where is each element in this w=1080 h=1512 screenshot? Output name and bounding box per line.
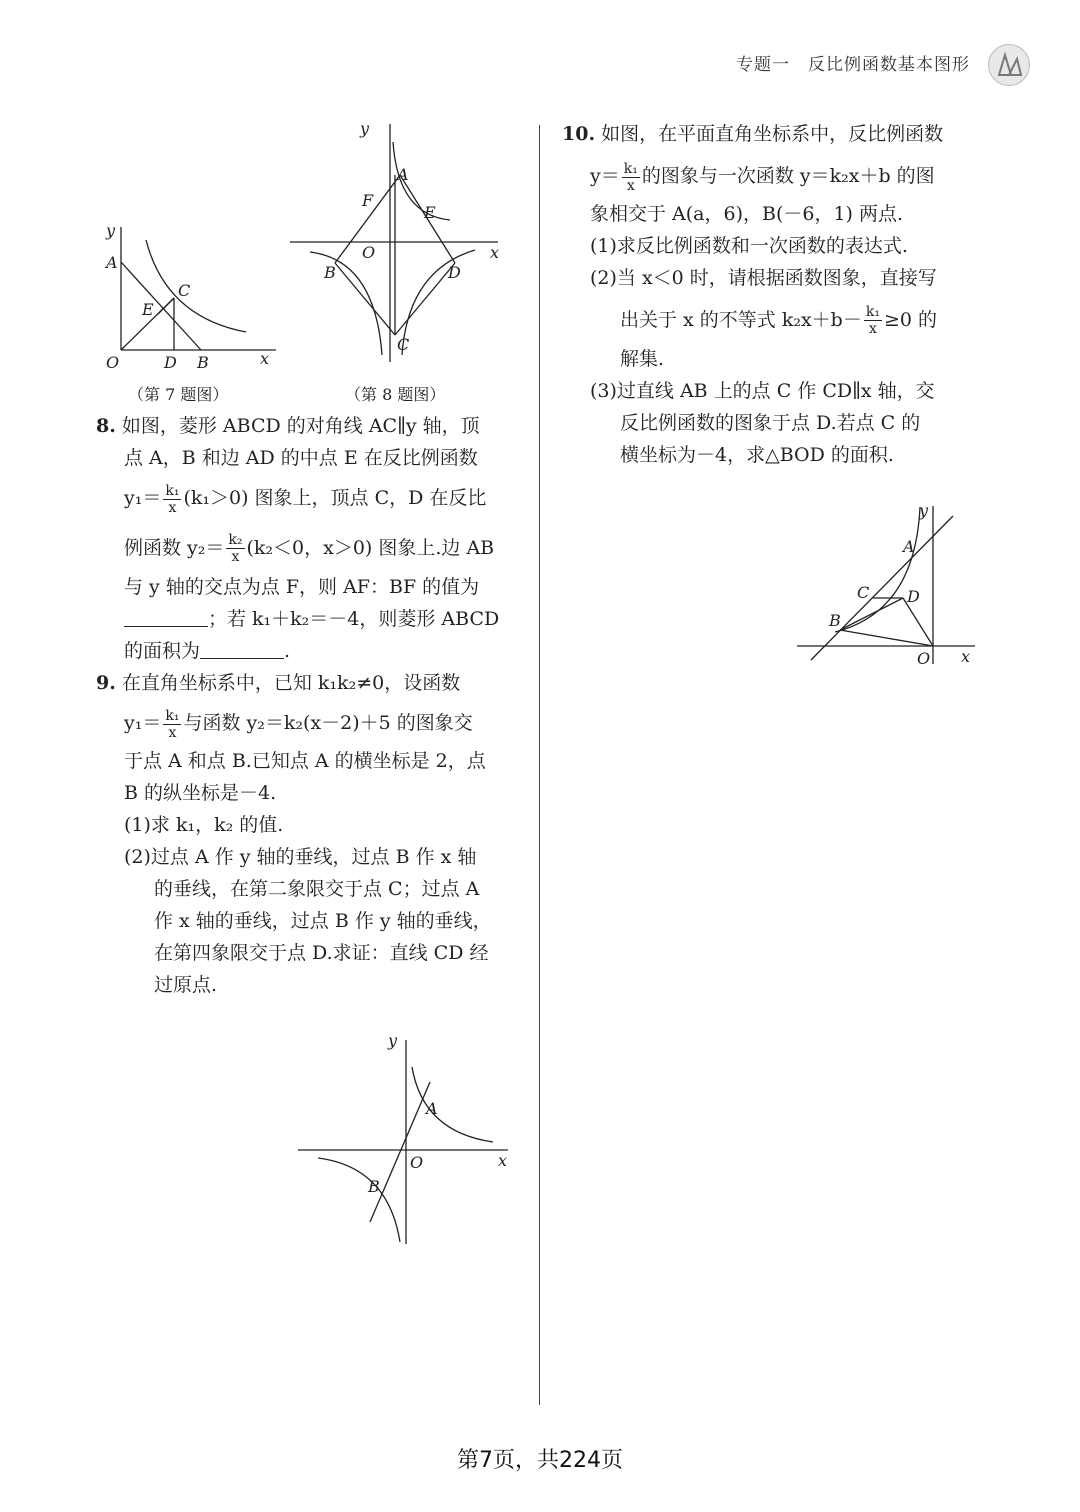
q10-part-3c: 横坐标为－4，求△BOD 的面积. xyxy=(620,444,894,466)
q9-part-2b: 的垂线，在第二象限交于点 C；过点 A xyxy=(154,877,480,900)
q9-line-4: B 的纵坐标是－4. xyxy=(124,781,277,804)
fig7-label-x: x xyxy=(260,349,270,368)
fig7-label-O: O xyxy=(106,353,120,372)
fig9-label-A: A xyxy=(426,1099,438,1118)
fig8-label-O: O xyxy=(362,243,376,262)
q8-frac1-num: k₁ xyxy=(165,482,180,499)
q10-frac2-den: x xyxy=(868,321,877,337)
q10-line-3: 象相交于 A(a，6)，B(－6，1) 两点. xyxy=(590,202,904,225)
fig10-label-x: x xyxy=(961,647,971,666)
q8-line-4 xyxy=(96,532,516,566)
q10-part-2c: 解集. xyxy=(620,348,665,370)
q10-text-1: 如图，在平面直角坐标系中，反比例函数 xyxy=(601,123,944,145)
q8-frac2-num: k₂ xyxy=(228,532,243,548)
column-divider xyxy=(539,125,540,1405)
book-logo-icon xyxy=(988,44,1030,86)
q8-text-7b: . xyxy=(284,640,291,662)
q8-answer-blank-2[interactable] xyxy=(200,640,284,659)
q9-line-1 xyxy=(96,667,516,699)
q9-text-1: 在直角坐标系中，已知 k₁k₂≠0，设函数 xyxy=(121,672,461,694)
q8-text-4a: 例函数 y₂＝ xyxy=(124,536,225,559)
q9-part-2d: 在第四象限交于点 D.求证：直线 CD 经 xyxy=(154,941,489,964)
figure-8-diagram xyxy=(290,120,510,365)
fig8-label-D: D xyxy=(448,263,461,282)
fig7-label-D: D xyxy=(164,353,177,372)
page-header xyxy=(690,44,1070,84)
q9-number: 9. xyxy=(96,672,116,694)
q8-text-7a: 的面积为 xyxy=(124,640,201,662)
q9-part-1: (1)求 k₁，k₂ 的值. xyxy=(124,813,284,836)
fig7-label-B: B xyxy=(197,353,209,372)
figure-7-caption: （第 7 题图） xyxy=(128,385,229,404)
q8-fraction-1 xyxy=(163,483,181,516)
fig9-label-x: x xyxy=(498,1151,508,1170)
fig8-label-F: F xyxy=(362,191,374,210)
q10-part-2a: (2)当 x＜0 时，请根据函数图象，直接写 xyxy=(590,266,937,289)
q10-frac2-num: k₁ xyxy=(865,304,880,320)
fig8-label-x: x xyxy=(490,243,500,262)
right-column xyxy=(562,118,982,471)
fig10-label-C: C xyxy=(857,583,870,602)
fig7-label-E: E xyxy=(142,300,154,319)
fig7-label-y: y xyxy=(106,221,116,240)
q8-frac2-den: x xyxy=(231,549,240,565)
q8-answer-blank-1[interactable] xyxy=(124,608,208,627)
fig8-label-A: A xyxy=(397,165,409,184)
q8-fraction-2 xyxy=(226,532,244,565)
q9-line-2 xyxy=(96,707,516,741)
fig8-label-y: y xyxy=(360,119,370,138)
q8-text-3b: (k₁＞0) 图象上，顶点 C，D 在反比 xyxy=(183,487,487,509)
q9-frac-num: k₁ xyxy=(165,707,180,724)
figure-8-caption: （第 8 题图） xyxy=(345,385,446,404)
page-footer: 第7页，共224页 xyxy=(457,1448,623,1473)
q9-frac-den: x xyxy=(168,724,177,741)
q10-text-p2b2: ≥0 的 xyxy=(883,308,938,331)
figure-9-diagram xyxy=(298,1032,518,1247)
q9-text-2a: y₁＝ xyxy=(124,712,162,734)
q8-text-6: ；若 k₁＋k₂＝－4，则菱形 ABCD xyxy=(208,608,500,630)
q8-line-2: 点 A，B 和边 AD 的中点 E 在反比例函数 xyxy=(124,447,478,469)
q8-line-7 xyxy=(96,635,516,667)
fig7-label-C: C xyxy=(178,281,191,300)
figure-7-diagram xyxy=(96,222,286,372)
left-column xyxy=(96,410,516,1001)
q10-text-2b: 的图象与一次函数 y＝k₂x＋b 的图 xyxy=(641,165,935,187)
q10-fraction-2 xyxy=(864,304,882,337)
fig10-label-y: y xyxy=(919,501,929,520)
fig8-label-E: E xyxy=(424,203,436,222)
fig8-label-B: B xyxy=(324,263,336,282)
q10-part-3b: 反比例函数的图象于点 D.若点 C 的 xyxy=(620,412,921,434)
q10-line-1 xyxy=(562,118,982,150)
q9-line-3: 于点 A 和点 B.已知点 A 的横坐标是 2，点 xyxy=(124,749,486,772)
fig10-label-B: B xyxy=(829,611,841,630)
q9-part-2c: 作 x 轴的垂线，过点 B 作 y 轴的垂线， xyxy=(154,909,492,932)
q9-part-2e: 过原点. xyxy=(154,973,218,996)
q9-part-2a: (2)过点 A 作 y 轴的垂线，过点 B 作 x 轴 xyxy=(124,845,477,868)
q8-frac1-den: x xyxy=(168,499,177,516)
fig7-label-A: A xyxy=(106,253,118,272)
q8-text-3a: y₁＝ xyxy=(124,487,162,509)
q10-part-1: (1)求反比例函数和一次函数的表达式. xyxy=(590,234,908,257)
figure-10-diagram xyxy=(795,502,985,667)
q8-text-1: 如图，菱形 ABCD 的对角线 AC∥y 轴，顶 xyxy=(121,415,480,437)
q10-text-p2b1: 出关于 x 的不等式 k₂x＋b－ xyxy=(620,308,862,331)
fig10-label-O: O xyxy=(917,649,931,668)
fig10-label-A: A xyxy=(903,537,915,556)
q9-fraction xyxy=(163,708,181,741)
q10-frac1-num: k₁ xyxy=(623,160,638,177)
q8-line-6 xyxy=(96,603,516,635)
q10-line-2 xyxy=(562,160,982,194)
q10-number: 10. xyxy=(562,123,596,145)
fig9-label-B: B xyxy=(368,1177,380,1196)
q10-text-2a: y＝ xyxy=(590,165,620,187)
q10-part-2b xyxy=(562,304,982,338)
q8-line-1 xyxy=(96,410,516,442)
q10-part-3a: (3)过直线 AB 上的点 C 作 CD∥x 轴，交 xyxy=(590,380,935,402)
q8-line-3 xyxy=(96,482,516,516)
fig10-label-D: D xyxy=(907,587,920,606)
fig8-label-C: C xyxy=(397,335,410,354)
q10-fraction-1 xyxy=(622,161,640,194)
q8-line-5: 与 y 轴的交点为点 F，则 AF：BF 的值为 xyxy=(124,576,480,598)
q10-frac1-den: x xyxy=(626,177,635,194)
header-title: 专题一 反比例函数基本图形 xyxy=(736,55,970,75)
fig9-label-y: y xyxy=(388,1031,398,1050)
q8-text-4b: (k₂＜0，x＞0) 图象上.边 AB xyxy=(246,536,495,559)
q9-text-2b: 与函数 y₂＝k₂(x－2)＋5 的图象交 xyxy=(183,712,473,734)
fig9-label-O: O xyxy=(410,1153,424,1172)
q8-number: 8. xyxy=(96,415,116,437)
